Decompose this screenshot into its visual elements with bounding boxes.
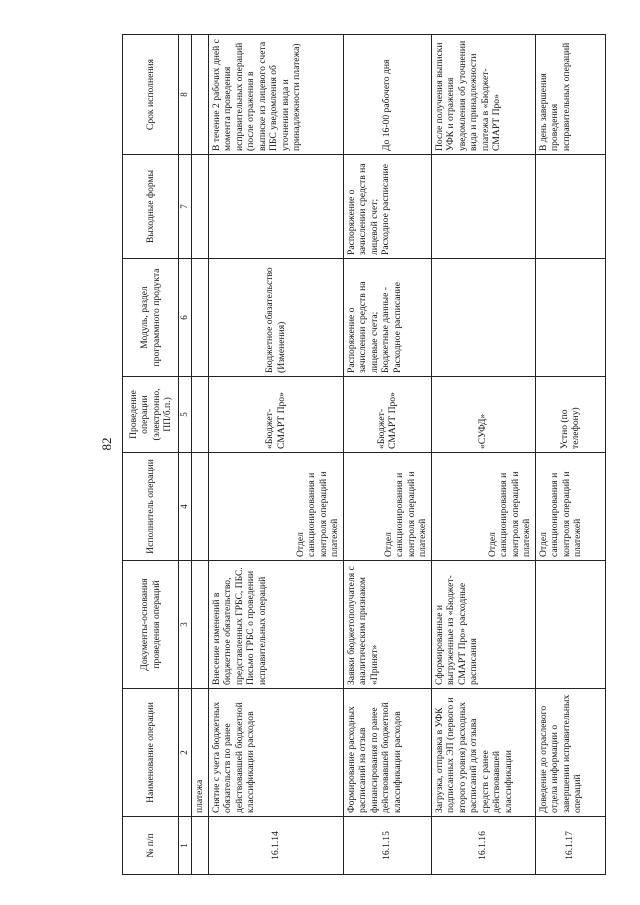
operation-name: Загрузка, отправка в УФК подписанных ЭП (первого и второго уровня) расходных расписаний для отзыва средств с ранее действовавшей классификации <box>431 689 535 817</box>
basis-documents: Внесение изменений в бюджетное обязательство, представленных ГРБС, ПБС. Письмо ГРБС о проведении исправительных операций <box>208 561 343 689</box>
header-cell: № п/п <box>123 817 179 875</box>
column-number: 4 <box>179 453 192 561</box>
operations-table <box>122 34 606 875</box>
header-cell: Документы-основания проведения операций <box>123 561 179 689</box>
row-number: 16.1.15 <box>343 817 431 875</box>
software-module: Распоряжение о зачислении средств на лицевые счета; Бюджетные данные - Расходное расписание <box>343 259 431 377</box>
executor: Отдел санкционирования и контроля операций и платежей <box>431 453 535 561</box>
operation-method: «СУФД» <box>431 377 535 453</box>
output-forms: Распоряжение о зачислении средств на лицевой счет; Расходное расписание <box>343 155 431 259</box>
software-module <box>431 259 535 377</box>
row-number: 16.1.16 <box>431 817 535 875</box>
basis-documents <box>535 561 605 689</box>
header-cell: Проведение операции (электронно, ПП/б.п.) <box>123 377 179 453</box>
column-number: 6 <box>179 259 192 377</box>
header-row <box>123 35 179 875</box>
page-number: 82 <box>99 437 114 451</box>
table-row <box>535 35 605 875</box>
row-number: 16.1.17 <box>535 817 605 875</box>
deadline: После получения выписки УФК и отражения уведомления об уточнении вида и принадлежности платежа в «Бюджет-СМАРТ Про» <box>431 35 535 155</box>
executor: Отдел санкционирования и контроля операций и платежей <box>208 453 343 561</box>
header-cell: Выходные формы <box>123 155 179 259</box>
header-cell: Модуль, раздел программного продукта <box>123 259 179 377</box>
executor: Отдел санкционирования и контроля операций и платежей <box>535 453 605 561</box>
output-forms <box>208 155 343 259</box>
continuation-row <box>192 35 209 875</box>
column-number: 8 <box>179 35 192 155</box>
column-number: 1 <box>179 817 192 875</box>
operation-name: Формирование расходных расписаний на отзыв финансирования по ранее действовавшей бюджетной классификации расходов <box>343 689 431 817</box>
deadline: До 16-00 рабочего дня <box>343 35 431 155</box>
column-number: 7 <box>179 155 192 259</box>
rotated-page <box>122 35 602 875</box>
column-number: 3 <box>179 561 192 689</box>
operation-name: Доведение до отраслевого отдела информации о завершении исправительных операций <box>535 689 605 817</box>
operation-method: «Бюджет-СМАРТ Про» <box>208 377 343 453</box>
operation-name: Снятие с учета бюджетных обязательств по ранее действовавшей бюджетной классификации расходов <box>208 689 343 817</box>
software-module: Бюджетное обязательство (Изменения) <box>208 259 343 377</box>
basis-documents: Заявки бюджетополучателя с аналитическим признаком «Принят» <box>343 561 431 689</box>
header-cell: Исполнитель операции <box>123 453 179 561</box>
software-module <box>535 259 605 377</box>
deadline: В течение 2 рабочих дней с момента проведения исправительных операций (после отражения в выписке из лицевого счета ПБС уведомления об уточнении вида и принадлежности платежа) <box>208 35 343 155</box>
operation-method: Устно (по телефону) <box>535 377 605 453</box>
column-number: 5 <box>179 377 192 453</box>
table-row <box>431 35 535 875</box>
column-number-row <box>179 35 192 875</box>
basis-documents: Сформированные и выгруженные из «Бюджет-СМАРТ Про» расходные расписания <box>431 561 535 689</box>
operation-method: «Бюджет-СМАРТ Про» <box>343 377 431 453</box>
row-number: 16.1.14 <box>208 817 343 875</box>
output-forms <box>535 155 605 259</box>
deadline: В день завершения проведения исправительных операций <box>535 35 605 155</box>
continuation-text: платежа <box>192 689 209 817</box>
table-row <box>343 35 431 875</box>
header-cell: Наименование операции <box>123 689 179 817</box>
table-row <box>208 35 343 875</box>
output-forms <box>431 155 535 259</box>
column-number: 2 <box>179 689 192 817</box>
header-cell: Срок исполнения <box>123 35 179 155</box>
executor: Отдел санкционирования и контроля операций и платежей <box>343 453 431 561</box>
